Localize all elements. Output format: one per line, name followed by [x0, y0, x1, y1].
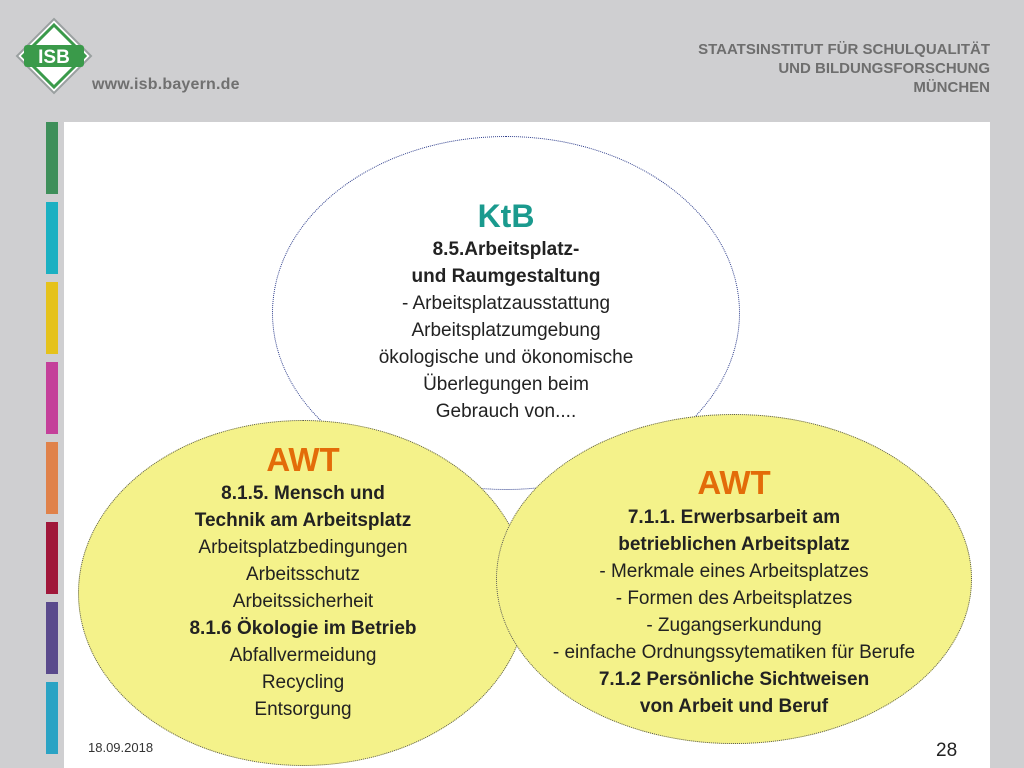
institute-name	[698, 40, 990, 97]
institute-line: MÜNCHEN	[913, 79, 990, 96]
institute-line: STAATSINSTITUT FÜR SCHULQUALITÄT	[698, 41, 990, 58]
ktb-line: 8.5.Arbeitsplatz-	[432, 239, 580, 260]
ktb-line: ökologische und ökonomische	[378, 347, 634, 368]
awt-right-line: - Merkmale eines Arbeitsplatzes	[599, 561, 869, 582]
ktb-line: - Arbeitsplatzausstattung	[401, 293, 611, 314]
awt-left-title: AWT	[266, 441, 340, 478]
ktb-line: und Raumgestaltung	[411, 266, 601, 287]
awt-left-lines	[113, 480, 493, 723]
awt-right-line: betrieblichen Arbeitsplatz	[618, 534, 850, 555]
color-bar	[46, 442, 58, 514]
awt-left-line: Arbeitssicherheit	[232, 591, 374, 612]
logo-text: ISB	[38, 47, 70, 68]
awt-left-line: Arbeitsplatzbedingungen	[198, 537, 408, 558]
isb-logo-icon	[14, 16, 94, 96]
color-bar	[46, 602, 58, 674]
ktb-line: Überlegungen beim	[423, 374, 589, 395]
color-bar	[46, 282, 58, 354]
page-number: 28	[936, 740, 958, 761]
awt-left-content	[113, 440, 493, 723]
awt-right-line: von Arbeit und Beruf	[639, 696, 829, 717]
awt-left-line: Arbeitsschutz	[245, 564, 361, 585]
ktb-content	[292, 196, 720, 425]
isb-logo	[14, 16, 94, 101]
ktb-title: KtB	[477, 198, 535, 234]
slide-header	[0, 0, 1024, 120]
awt-left-line: 8.1.6 Ökologie im Betrieb	[189, 618, 417, 639]
color-bar	[46, 522, 58, 594]
ktb-lines	[292, 236, 720, 425]
awt-left-line: 8.1.5. Mensch und	[221, 483, 385, 504]
awt-right-line: 7.1.1. Erwerbsarbeit am	[627, 507, 841, 528]
awt-right-line: - einfache Ordnungssytematiken für Berufe	[552, 642, 916, 663]
awt-left-line: Entsorgung	[254, 699, 352, 720]
ktb-line: Arbeitsplatzumgebung	[411, 320, 601, 341]
color-bar	[46, 682, 58, 754]
color-bar	[46, 362, 58, 434]
color-bars	[46, 122, 58, 762]
awt-right-line: 7.1.2 Persönliche Sichtweisen	[598, 669, 870, 690]
awt-left-line: Abfallvermeidung	[229, 645, 377, 666]
awt-right-line: - Formen des Arbeitsplatzes	[615, 588, 853, 609]
awt-left-line: Technik am Arbeitsplatz	[194, 510, 412, 531]
awt-right-lines	[504, 504, 964, 720]
color-bar	[46, 122, 58, 194]
institute-line: UND BILDUNGSFORSCHUNG	[778, 60, 990, 77]
website-url[interactable]: www.isb.bayern.de	[92, 76, 240, 93]
awt-right-content	[504, 462, 964, 720]
awt-left-line: Recycling	[261, 672, 345, 693]
awt-right-line: - Zugangserkundung	[646, 615, 822, 636]
color-bar	[46, 202, 58, 274]
ktb-line: Gebrauch von....	[435, 401, 577, 422]
slide-date: 18.09.2018	[88, 740, 154, 755]
awt-right-title: AWT	[697, 464, 771, 501]
